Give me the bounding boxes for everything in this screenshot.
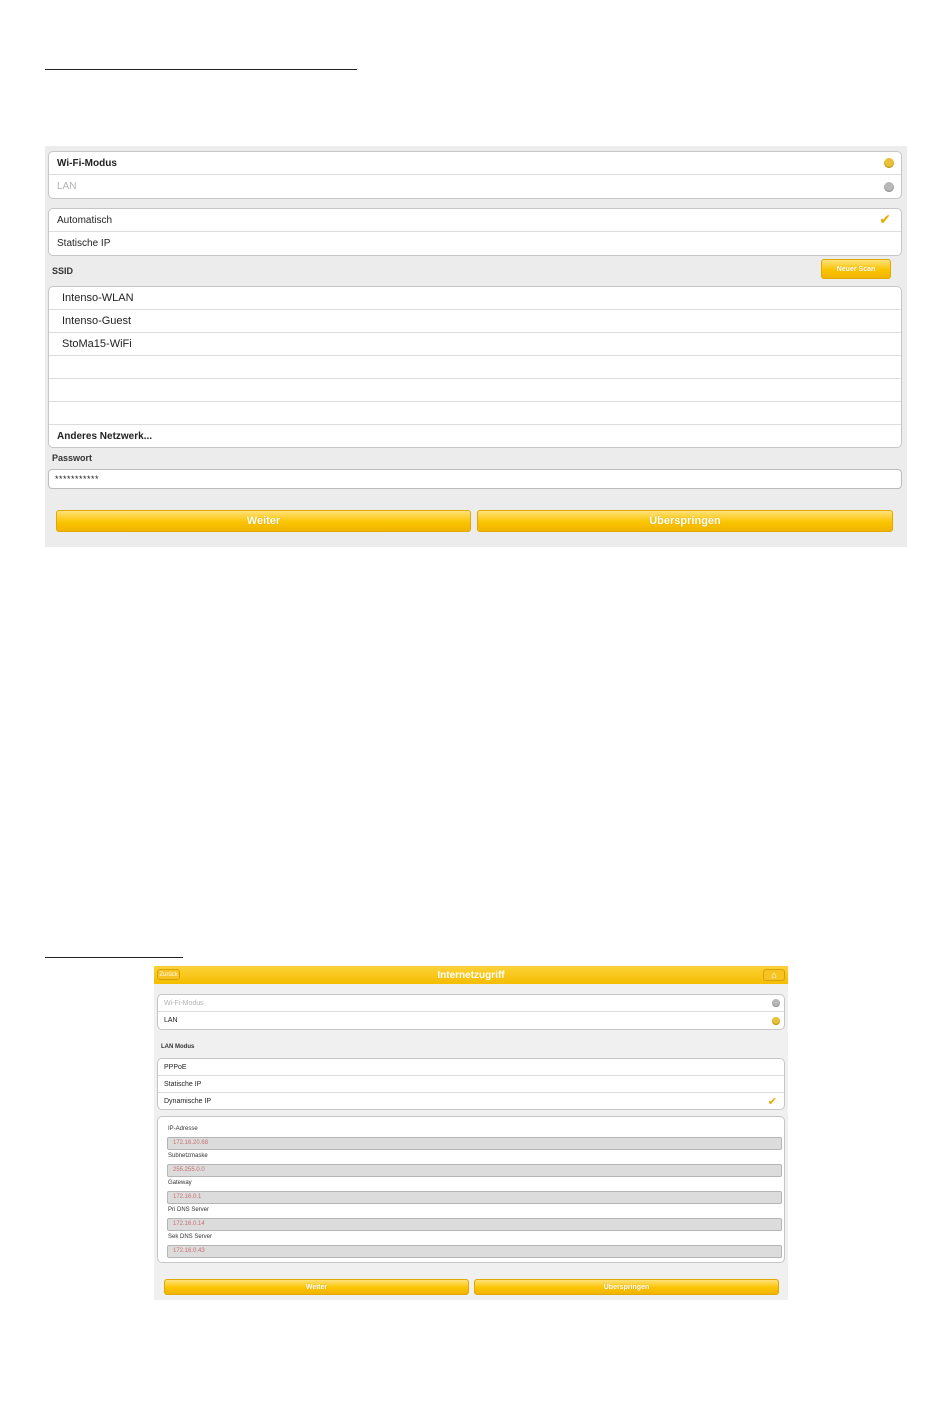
rescan-button[interactable]: Neuer Scan — [821, 259, 891, 279]
checkmark-icon: ✔ — [767, 1095, 777, 1108]
mode-option-label: Wi-Fi-Modus — [164, 999, 204, 1007]
subnet-mask-field[interactable]: 255.255.0.0 — [167, 1164, 782, 1177]
network-name: Intenso-Guest — [62, 315, 132, 327]
next-button[interactable]: Weiter — [164, 1279, 469, 1295]
field-label: Pri DNS Server — [168, 1207, 210, 1213]
heading-underline-2 — [45, 957, 183, 958]
checkmark-icon: ✔ — [879, 211, 891, 228]
skip-button[interactable]: Überspringen — [477, 510, 893, 532]
primary-dns-field[interactable]: 172.16.0.14 — [167, 1218, 782, 1231]
back-button[interactable]: Zurück — [157, 969, 180, 980]
radio-selected-icon — [884, 158, 894, 168]
network-name: Intenso-WLAN — [62, 292, 134, 304]
ip-mode-group — [48, 208, 902, 256]
ip-option-label: Automatisch — [57, 214, 113, 226]
heading-underline-1 — [45, 69, 357, 70]
network-item-empty[interactable] — [49, 379, 901, 402]
network-item[interactable] — [49, 333, 901, 356]
connection-mode-group — [157, 994, 785, 1030]
ip-option-automatic[interactable] — [49, 209, 901, 232]
field-label: Gateway — [168, 1180, 192, 1186]
field-label: Sek DNS Server — [168, 1234, 213, 1240]
ip-option-static[interactable] — [49, 232, 901, 255]
other-network-label: Anderes Netzwerk... — [57, 431, 153, 442]
lan-mode-dynamic[interactable] — [158, 1093, 784, 1110]
mode-option-label: Wi-Fi-Modus — [57, 157, 117, 169]
skip-button[interactable]: Überspringen — [474, 1279, 779, 1295]
mode-option-label: LAN — [57, 181, 77, 192]
home-button[interactable] — [763, 969, 785, 981]
network-item-empty[interactable] — [49, 356, 901, 379]
lan-mode-label-text: Statische IP — [164, 1080, 202, 1088]
password-label: Passwort — [52, 453, 93, 463]
field-label: IP-Adresse — [168, 1126, 198, 1132]
next-button[interactable]: Weiter — [56, 510, 471, 532]
mode-option-lan[interactable] — [158, 1012, 784, 1029]
secondary-dns-field[interactable]: 172.16.0.43 — [167, 1245, 782, 1258]
network-list — [48, 286, 902, 448]
mode-option-label: LAN — [164, 1017, 178, 1024]
ip-option-label: Statische IP — [57, 238, 111, 249]
lan-mode-pppoe[interactable] — [158, 1059, 784, 1076]
lan-mode-label-text: Dynamische IP — [164, 1098, 212, 1105]
gateway-field[interactable]: 172.16.0.1 — [167, 1191, 782, 1204]
ssid-label: SSID — [52, 266, 74, 276]
other-network-item[interactable] — [49, 425, 901, 448]
network-item-empty[interactable] — [49, 402, 901, 425]
mode-option-wifi[interactable] — [49, 152, 901, 175]
radio-selected-icon — [772, 1017, 780, 1025]
radio-unselected-icon — [884, 182, 894, 192]
network-name: StoMa15-WiFi — [62, 338, 132, 350]
connection-mode-group — [48, 151, 902, 199]
lan-mode-group — [157, 1058, 785, 1110]
wifi-setup-screen — [45, 146, 907, 547]
password-field[interactable]: *********** — [48, 469, 902, 489]
ip-settings-group — [157, 1116, 785, 1263]
ip-address-field[interactable]: 172.16.20.68 — [167, 1137, 782, 1150]
title-bar — [154, 966, 788, 984]
mode-option-wifi[interactable] — [158, 995, 784, 1012]
home-icon: ⌂ — [771, 970, 777, 980]
mode-option-lan[interactable] — [49, 175, 901, 198]
field-label: Subnetzmaske — [168, 1153, 208, 1159]
lan-mode-label: LAN Modus — [161, 1044, 195, 1050]
network-item[interactable] — [49, 287, 901, 310]
page-title: Internetzugriff — [437, 969, 505, 981]
lan-mode-label-text: PPPoE — [164, 1063, 187, 1071]
lan-setup-screen — [154, 966, 788, 1300]
lan-mode-static[interactable] — [158, 1076, 784, 1093]
radio-unselected-icon — [772, 999, 780, 1007]
network-item[interactable] — [49, 310, 901, 333]
